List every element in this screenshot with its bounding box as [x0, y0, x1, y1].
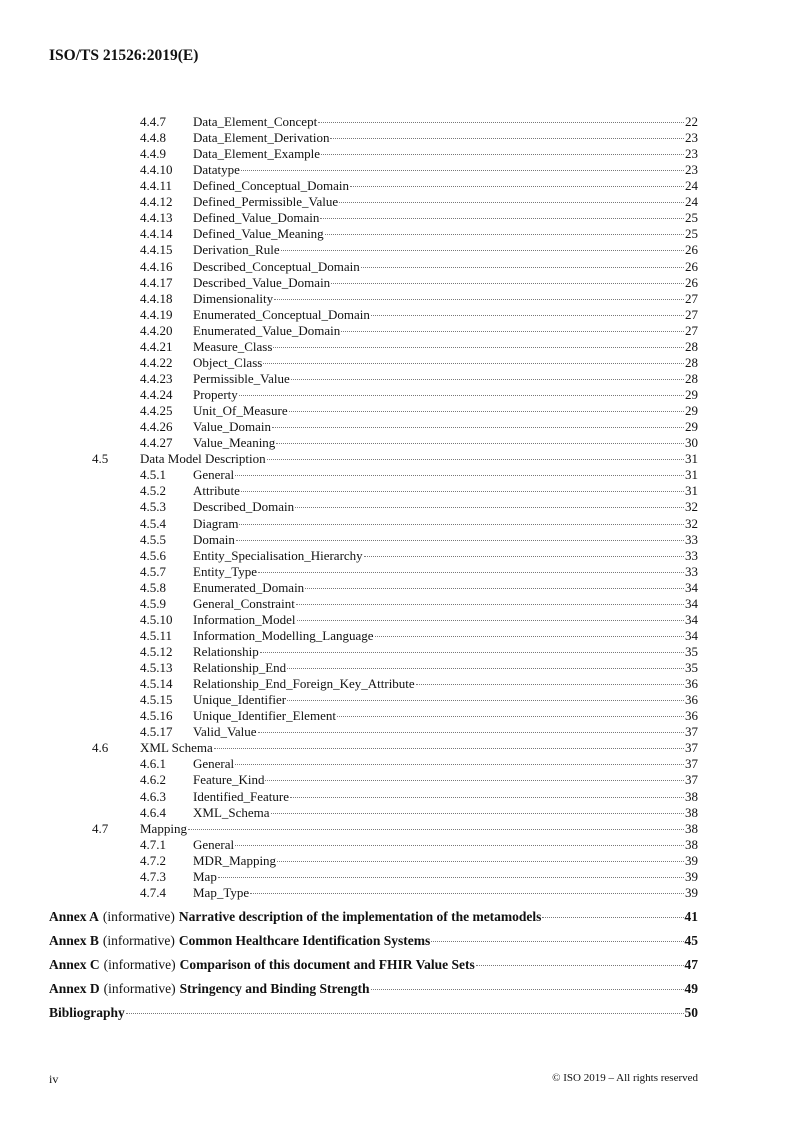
- toc-entry-number: 4.5.3: [140, 499, 166, 515]
- toc-entry-page: 37: [685, 772, 698, 788]
- toc-entry-page: 32: [685, 499, 698, 515]
- toc-entry-page: 29: [685, 419, 698, 435]
- toc-entry-title: Diagram: [193, 515, 239, 531]
- toc-entry-page: 28: [685, 370, 698, 386]
- toc-entry-page: 26: [685, 274, 698, 290]
- toc-entry[interactable]: [140, 532, 698, 548]
- toc-entry-page: 37: [685, 756, 698, 772]
- toc-entry-title: Information_Model: [193, 611, 296, 627]
- toc-entry[interactable]: [140, 708, 698, 724]
- toc-entry[interactable]: [140, 483, 698, 499]
- dot-leader: [263, 363, 684, 364]
- toc-entry[interactable]: [140, 419, 698, 435]
- toc-entry[interactable]: [140, 499, 698, 515]
- toc-entry[interactable]: [140, 162, 698, 178]
- toc-entry-number: 4.4.24: [140, 387, 173, 403]
- toc-entry[interactable]: [140, 275, 698, 291]
- toc-entry-page: 36: [685, 708, 698, 724]
- toc-entry[interactable]: [140, 114, 698, 130]
- dot-leader: [258, 572, 684, 573]
- toc-entry-page: 36: [685, 676, 698, 692]
- toc-entry-number: 4.4.23: [140, 370, 173, 386]
- page-number: iv: [49, 1072, 59, 1086]
- toc-entry-number: 4.5: [92, 451, 109, 467]
- toc-entry-number: 4.4.18: [140, 290, 173, 306]
- toc-entry-title: Relationship_End_Foreign_Key_Attribute: [193, 676, 415, 692]
- dot-leader: [267, 459, 684, 460]
- toc-entry-page: 31: [685, 483, 698, 499]
- annex-page: 45: [684, 933, 698, 948]
- dot-leader: [330, 138, 684, 139]
- toc-entry-page: 26: [685, 242, 698, 258]
- toc-entry-page: 34: [685, 595, 698, 611]
- toc-entry-page: 38: [685, 836, 698, 852]
- dot-leader: [235, 845, 684, 846]
- dot-leader: [361, 267, 684, 268]
- dot-leader: [542, 917, 683, 918]
- toc-entry[interactable]: [140, 692, 698, 708]
- toc-entry-number: 4.6.2: [140, 772, 166, 788]
- annex-page: 49: [684, 981, 698, 996]
- toc-entry-title: Data_Element_Derivation: [193, 130, 330, 146]
- toc-entry[interactable]: [140, 676, 698, 692]
- toc-entry-title: Feature_Kind: [193, 772, 265, 788]
- toc-entry-number: 4.5.15: [140, 692, 173, 708]
- annex-page: 50: [684, 1005, 698, 1020]
- toc-entry-number: 4.5.10: [140, 611, 173, 627]
- dot-leader: [218, 877, 684, 878]
- toc-entry[interactable]: [92, 740, 698, 756]
- annex-label: Annex B: [49, 933, 99, 948]
- toc-entry-page: 25: [685, 210, 698, 226]
- dot-leader: [297, 620, 684, 621]
- toc-entry-title: Map: [193, 868, 217, 884]
- toc-entry-page: 34: [685, 627, 698, 643]
- toc-entry-page: 33: [685, 547, 698, 563]
- toc-entry-number: 4.4.25: [140, 403, 173, 419]
- toc-entry-page: 25: [685, 226, 698, 242]
- toc-entry-number: 4.4.12: [140, 194, 173, 210]
- toc-entry-number: 4.4.7: [140, 114, 166, 129]
- toc-entry-number: 4.5.17: [140, 724, 173, 740]
- annex-label: Annex D: [49, 981, 100, 996]
- toc-entry-number: 4.7.4: [140, 884, 166, 900]
- annex-entry[interactable]: [49, 955, 698, 975]
- toc-entry[interactable]: [140, 403, 698, 419]
- toc-entry-title: Attribute: [193, 483, 240, 499]
- toc-entry-number: 4.4.27: [140, 435, 173, 451]
- toc-entry-page: 32: [685, 515, 698, 531]
- toc-entry-number: 4.7.1: [140, 836, 166, 852]
- toc-entry-page: 35: [685, 643, 698, 659]
- toc-entry-page: 22: [685, 114, 698, 129]
- toc-entry-title: Relationship: [193, 643, 259, 659]
- dot-leader: [290, 797, 684, 798]
- toc-entry-number: 4.5.1: [140, 467, 166, 483]
- toc-entry-number: 4.4.21: [140, 338, 173, 354]
- toc-entry-title: Defined_Value_Domain: [193, 210, 320, 226]
- toc-entry-title: General: [193, 836, 235, 852]
- toc-entry-title: Data_Element_Concept: [193, 114, 318, 129]
- toc-entry-number: 4.6.3: [140, 788, 166, 804]
- toc-entry-page: 27: [685, 322, 698, 338]
- toc-entry[interactable]: [140, 644, 698, 660]
- toc-entry[interactable]: [140, 339, 698, 355]
- toc-entry-page: 26: [685, 258, 698, 274]
- annex-type: (informative): [102, 909, 175, 924]
- dot-leader: [339, 202, 684, 203]
- document-id-header: ISO/TS 21526:2019(E): [49, 47, 199, 64]
- toc-entry-number: 4.5.6: [140, 547, 166, 563]
- toc-entry-number: 4.5.14: [140, 676, 173, 692]
- toc-entry-title: Domain: [193, 531, 235, 547]
- toc-entry-page: 39: [685, 868, 698, 884]
- dot-leader: [250, 893, 684, 894]
- toc-entry-number: 4.6.4: [140, 804, 166, 820]
- toc-entry-title: Identified_Feature: [193, 788, 290, 804]
- annex-title: Common Healthcare Identification Systems: [178, 933, 431, 948]
- toc-entry[interactable]: [140, 259, 698, 275]
- toc-entry-title: Object_Class: [193, 354, 263, 370]
- toc-entry[interactable]: [140, 435, 698, 451]
- dot-leader: [239, 524, 684, 525]
- dot-leader: [341, 331, 684, 332]
- toc-entry-title: Described_Value_Domain: [193, 274, 331, 290]
- toc-entry[interactable]: [140, 323, 698, 339]
- copyright-notice: © ISO 2019 – All rights reserved: [552, 1072, 698, 1084]
- toc-entry[interactable]: [140, 628, 698, 644]
- toc-entry[interactable]: [140, 226, 698, 242]
- toc-entry-number: 4.6: [92, 740, 109, 756]
- annex-title: Narrative description of the implementation of the metamodels: [178, 909, 542, 924]
- toc-entry-number: 4.5.8: [140, 579, 166, 595]
- toc-entry[interactable]: [140, 805, 698, 821]
- toc-entry-page: 38: [685, 820, 698, 836]
- toc-entry-title: Information_Modelling_Language: [193, 627, 374, 643]
- dot-leader: [287, 700, 684, 701]
- toc-entry-title: Property: [193, 387, 238, 403]
- dot-leader: [350, 186, 684, 187]
- toc-entry-page: 36: [685, 692, 698, 708]
- toc-entry[interactable]: [140, 869, 698, 885]
- dot-leader: [277, 861, 684, 862]
- toc-entry[interactable]: [140, 612, 698, 628]
- toc-entry-title: Relationship_End: [193, 660, 287, 676]
- toc-entry-page: 24: [685, 194, 698, 210]
- toc-entry-title: Described_Conceptual_Domain: [193, 258, 360, 274]
- annex-type: (informative): [102, 933, 175, 948]
- toc-entry-title: Enumerated_Conceptual_Domain: [193, 306, 370, 322]
- toc-entry-page: 31: [685, 451, 698, 467]
- annex-type: (informative): [103, 981, 176, 996]
- toc-entry-title: Described_Domain: [193, 499, 295, 515]
- toc-entry[interactable]: [140, 242, 698, 258]
- dot-leader: [320, 218, 684, 219]
- toc-entry-title: General: [193, 467, 235, 483]
- toc-entry-title: Permissible_Value: [193, 370, 290, 386]
- toc-entry[interactable]: [140, 789, 698, 805]
- toc-entry[interactable]: [140, 291, 698, 307]
- toc-entry-title: Data_Element_Example: [193, 146, 321, 162]
- toc-entry-page: 23: [685, 162, 698, 178]
- annex-label: Annex A: [49, 909, 99, 924]
- dot-leader: [273, 347, 684, 348]
- dot-leader: [260, 652, 684, 653]
- dot-leader: [291, 379, 684, 380]
- toc-entry[interactable]: [140, 178, 698, 194]
- dot-leader: [126, 1013, 684, 1014]
- toc-entry[interactable]: [140, 146, 698, 162]
- toc-entry[interactable]: [140, 756, 698, 772]
- dot-leader: [364, 556, 684, 557]
- toc-entry-page: 29: [685, 387, 698, 403]
- toc-entry-title: XML Schema: [140, 740, 213, 756]
- annex-label: Annex C: [49, 957, 100, 972]
- toc-entry-number: 4.4.14: [140, 226, 173, 242]
- dot-leader: [235, 475, 684, 476]
- dot-leader: [305, 588, 684, 589]
- toc-entry-number: 4.4.17: [140, 274, 173, 290]
- toc-entry-page: 30: [685, 435, 698, 451]
- toc-entry-number: 4.5.4: [140, 515, 166, 531]
- toc-entry[interactable]: [140, 355, 698, 371]
- annex-page: 47: [684, 957, 698, 972]
- dot-leader: [476, 965, 684, 966]
- toc-entry-title: Enumerated_Value_Domain: [193, 322, 341, 338]
- toc-entry-page: 37: [685, 724, 698, 740]
- toc-entry-title: MDR_Mapping: [193, 852, 277, 868]
- toc-entry-number: 4.4.13: [140, 210, 173, 226]
- dot-leader: [271, 813, 684, 814]
- toc-entry-title: Dimensionality: [193, 290, 274, 306]
- toc-entry-number: 4.4.15: [140, 242, 173, 258]
- toc-entry-page: 34: [685, 611, 698, 627]
- toc-entry-number: 4.5.13: [140, 660, 173, 676]
- dot-leader: [235, 764, 684, 765]
- annex-title: Comparison of this document and FHIR Value Sets: [179, 957, 475, 972]
- dot-leader: [236, 540, 684, 541]
- toc-entry-page: 28: [685, 338, 698, 354]
- toc-entry-page: 39: [685, 884, 698, 900]
- dot-leader: [325, 234, 684, 235]
- toc-entry-title: Entity_Specialisation_Hierarchy: [193, 547, 363, 563]
- toc-entry-page: 38: [685, 804, 698, 820]
- toc-entry[interactable]: [140, 660, 698, 676]
- toc-entry-page: 38: [685, 788, 698, 804]
- annex-page: 41: [684, 909, 698, 924]
- dot-leader: [188, 829, 684, 830]
- toc-entry-page: 35: [685, 660, 698, 676]
- toc-entry-number: 4.6.1: [140, 756, 166, 772]
- toc-entry-number: 4.5.9: [140, 595, 166, 611]
- toc-entry[interactable]: [140, 307, 698, 323]
- toc-entry-number: 4.4.8: [140, 130, 166, 146]
- toc-entry-page: 28: [685, 354, 698, 370]
- dot-leader: [241, 491, 684, 492]
- toc-entry-page: 23: [685, 146, 698, 162]
- dot-leader: [239, 395, 684, 396]
- dot-leader: [281, 250, 684, 251]
- toc-entry-title: General: [193, 756, 235, 772]
- toc-entry-title: Measure_Class: [193, 338, 273, 354]
- toc-entry[interactable]: [140, 596, 698, 612]
- toc-entry[interactable]: [140, 564, 698, 580]
- toc-entry-title: Defined_Permissible_Value: [193, 194, 339, 210]
- toc-entry-number: 4.4.16: [140, 258, 173, 274]
- toc-entry-page: 31: [685, 467, 698, 483]
- dot-leader: [416, 684, 684, 685]
- toc-entry-title: Value_Domain: [193, 419, 271, 435]
- toc-entry[interactable]: [92, 451, 698, 467]
- toc-entry-page: 27: [685, 306, 698, 322]
- dot-leader: [375, 636, 684, 637]
- toc-entry[interactable]: [140, 853, 698, 869]
- dot-leader: [272, 427, 684, 428]
- toc-entry[interactable]: [140, 130, 698, 146]
- toc-entry[interactable]: [140, 467, 698, 483]
- toc-entry-page: 37: [685, 740, 698, 756]
- dot-leader: [321, 154, 684, 155]
- annex-type: (informative): [103, 957, 176, 972]
- dot-leader: [296, 604, 684, 605]
- toc-entry[interactable]: [140, 724, 698, 740]
- toc-entry-number: 4.7: [92, 820, 109, 836]
- toc-entry-page: 24: [685, 178, 698, 194]
- toc-entry-title: Map_Type: [193, 884, 250, 900]
- dot-leader: [318, 122, 684, 123]
- annex-entry[interactable]: [49, 1003, 698, 1023]
- dot-leader: [214, 748, 684, 749]
- toc-entry[interactable]: [140, 772, 698, 788]
- toc-entry-number: 4.4.20: [140, 322, 173, 338]
- dot-leader: [274, 299, 684, 300]
- toc-entry-title: Value_Meaning: [193, 435, 276, 451]
- toc-entry[interactable]: [140, 837, 698, 853]
- dot-leader: [431, 941, 683, 942]
- toc-entry-page: 23: [685, 130, 698, 146]
- toc-entry-title: Data Model Description: [140, 451, 266, 467]
- toc-entry-number: 4.4.22: [140, 354, 173, 370]
- toc-entry-title: Mapping: [140, 820, 187, 836]
- dot-leader: [258, 732, 684, 733]
- toc-entry[interactable]: [92, 821, 698, 837]
- toc-entry-number: 4.4.26: [140, 419, 173, 435]
- dot-leader: [331, 283, 684, 284]
- toc-entry-number: 4.4.11: [140, 178, 173, 194]
- toc-entry-number: 4.4.19: [140, 306, 173, 322]
- dot-leader: [276, 443, 684, 444]
- toc-entry-number: 4.5.7: [140, 563, 166, 579]
- toc-entry[interactable]: [140, 210, 698, 226]
- annex-entry[interactable]: [49, 907, 698, 927]
- toc-entry[interactable]: [140, 516, 698, 532]
- annex-entry[interactable]: [49, 931, 698, 951]
- toc-entry-title: Entity_Type: [193, 563, 258, 579]
- dot-leader: [337, 716, 684, 717]
- toc-entry-title: Derivation_Rule: [193, 242, 280, 258]
- toc-entry-number: 4.5.2: [140, 483, 166, 499]
- toc-entry-number: 4.5.12: [140, 643, 173, 659]
- toc-entry[interactable]: [140, 194, 698, 210]
- toc-entry[interactable]: [140, 548, 698, 564]
- toc-entry-title: General_Constraint: [193, 595, 295, 611]
- dot-leader: [265, 780, 684, 781]
- toc-entry-number: 4.5.16: [140, 708, 173, 724]
- toc-entry-number: 4.7.2: [140, 852, 166, 868]
- dot-leader: [287, 668, 684, 669]
- toc-entry-title: Datatype: [193, 162, 240, 178]
- toc-entry-number: 4.7.3: [140, 868, 166, 884]
- annex-title: Stringency and Binding Strength: [179, 981, 370, 996]
- dot-leader: [371, 989, 684, 990]
- toc-entry-title: XML_Schema: [193, 804, 270, 820]
- toc-entry-page: 27: [685, 290, 698, 306]
- toc-entry-page: 29: [685, 403, 698, 419]
- toc-entry-page: 33: [685, 531, 698, 547]
- toc-entry-title: Defined_Value_Meaning: [193, 226, 324, 242]
- dot-leader: [241, 170, 684, 171]
- toc-entry-page: 34: [685, 579, 698, 595]
- toc-entry-title: Valid_Value: [193, 724, 257, 740]
- annex-entry[interactable]: [49, 979, 698, 999]
- toc-entry[interactable]: [140, 885, 698, 901]
- toc-entry-title: Unit_Of_Measure: [193, 403, 288, 419]
- toc-entry-title: Enumerated_Domain: [193, 579, 305, 595]
- toc-entry-title: Unique_Identifier_Element: [193, 708, 336, 724]
- toc-entry[interactable]: [140, 580, 698, 596]
- dot-leader: [295, 507, 684, 508]
- annex-label: Bibliography: [49, 1005, 125, 1020]
- toc-entry-number: 4.5.11: [140, 627, 173, 643]
- toc-entry-number: 4.5.5: [140, 531, 166, 547]
- toc-entry[interactable]: [140, 387, 698, 403]
- toc-entry-number: 4.4.10: [140, 162, 173, 178]
- toc-entry-title: Defined_Conceptual_Domain: [193, 178, 349, 194]
- toc-entry-page: 39: [685, 852, 698, 868]
- toc-entry-page: 33: [685, 563, 698, 579]
- dot-leader: [289, 411, 684, 412]
- toc-entry-title: Unique_Identifier: [193, 692, 287, 708]
- dot-leader: [371, 315, 684, 316]
- toc-entry-number: 4.4.9: [140, 146, 166, 162]
- toc-entry[interactable]: [140, 371, 698, 387]
